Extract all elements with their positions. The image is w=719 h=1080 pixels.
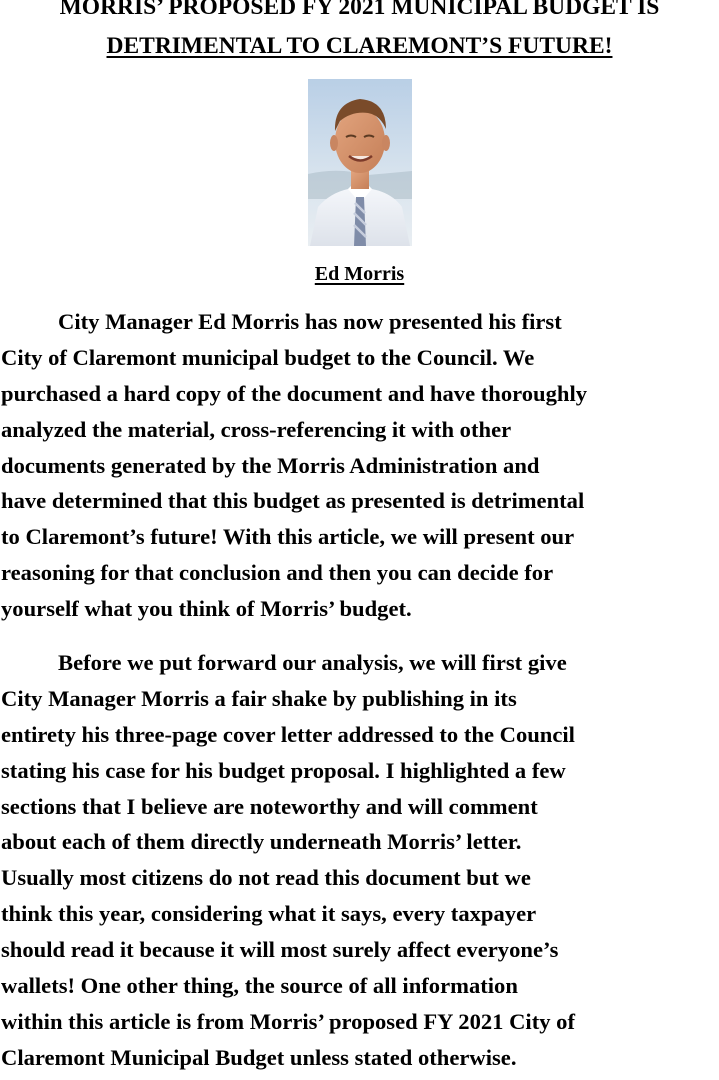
paragraph-line: sections that I believe are noteworthy and will comment (1, 793, 538, 819)
paragraph-line: Claremont Municipal Budget unless stated otherwise. (1, 1044, 517, 1070)
paragraph-line: wallets! One other thing, the source of all information (1, 973, 518, 999)
paragraph-line: purchased a hard copy of the document and have thoroughly (1, 380, 588, 406)
headline-line-2-text: DETRIMENTAL TO CLAREMONT’S FUTURE! (106, 33, 613, 59)
paragraph-line: Usually most citizens do not read this document but we (1, 865, 531, 891)
paragraph-line: should read it because it will most surely affect everyone’s (1, 937, 559, 963)
paragraph-2 (1, 645, 719, 1076)
portrait-illustration (308, 79, 412, 246)
paragraph-line: Before we put forward our analysis, we will first give (58, 650, 567, 675)
paragraph-1 (1, 304, 719, 627)
paragraph-line: have determined that this budget as presented is detrimental (1, 488, 585, 514)
paragraph-line: about each of them directly underneath Morris’ letter. (1, 829, 522, 855)
paragraph-line: to Claremont’s future! With this article, we will present our (1, 524, 575, 550)
paragraph-line: reasoning for that conclusion and then you can decide for (1, 560, 554, 586)
paragraph-line: City Manager Ed Morris has now presented his first (58, 309, 562, 334)
paragraph-line: City of Claremont municipal budget to the Council. We (1, 344, 535, 370)
paragraph-line: documents generated by the Morris Administration and (1, 452, 540, 478)
photo-caption-text: Ed Morris (314, 263, 405, 285)
paragraph-line: within this article is from Morris’ proposed FY 2021 City of (1, 1008, 575, 1034)
paragraph-line: entirety his three-page cover letter addressed to the Council (1, 721, 575, 747)
paragraph-line: yourself what you think of Morris’ budget. (1, 596, 412, 622)
paragraph-line: stating his case for his budget proposal. I highlighted a few (1, 757, 566, 783)
headline-line-1: MORRIS’ PROPOSED FY 2021 MUNICIPAL BUDGET IS (59, 0, 660, 20)
headline-line-2 (0, 32, 719, 60)
paragraph-line: City Manager Morris a fair shake by publishing in its (1, 685, 517, 711)
paragraph-line: think this year, considering what it says, every taxpayer (1, 901, 537, 927)
paragraph-line: analyzed the material, cross-referencing it with other (1, 416, 512, 442)
ed-morris-photo (308, 79, 412, 246)
photo-caption (0, 261, 719, 287)
